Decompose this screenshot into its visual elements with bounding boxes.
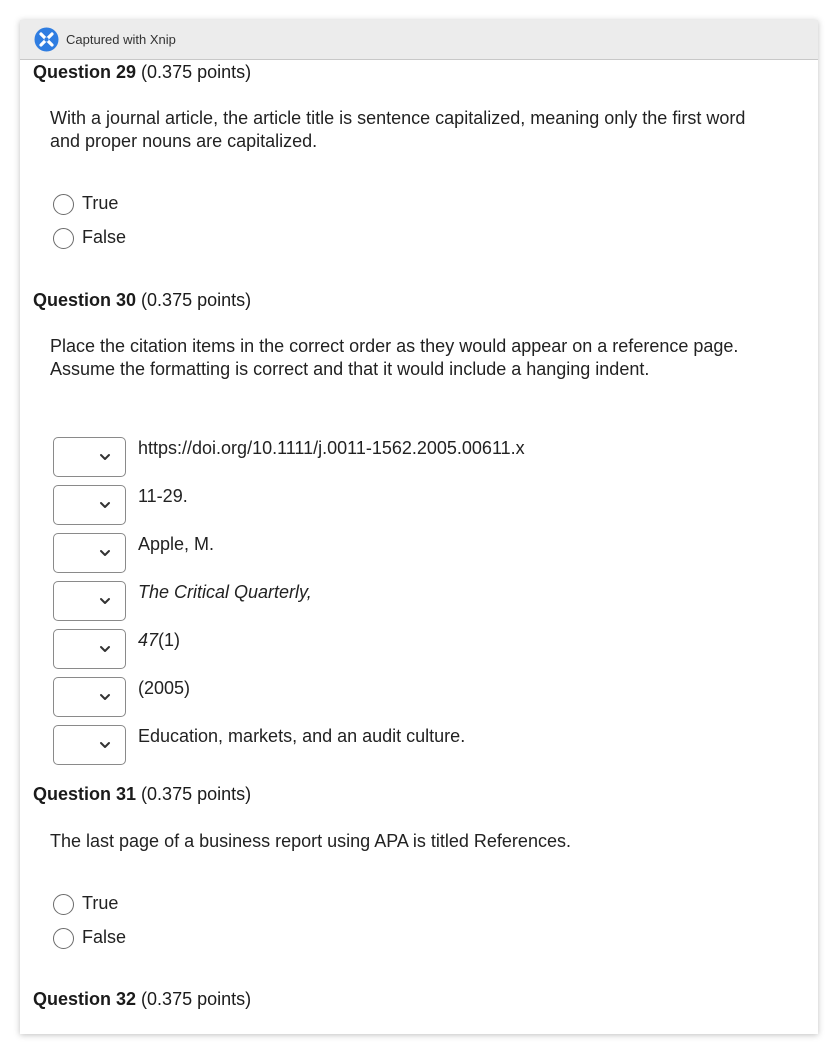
option-label: False bbox=[82, 227, 127, 247]
titlebar-caption: Captured with Xnip bbox=[66, 32, 176, 47]
question-32-points: (0.375 points) bbox=[141, 989, 252, 1009]
order-select[interactable] bbox=[53, 629, 126, 669]
order-select[interactable] bbox=[53, 581, 126, 621]
order-select[interactable] bbox=[53, 437, 126, 477]
question-30-text: Place the citation items in the correct order as they would appear on a reference page. Assume the formatting is correct and that it would include a hanging indent. bbox=[50, 336, 739, 379]
question-31-header bbox=[33, 784, 251, 805]
chevron-down-icon bbox=[99, 547, 111, 559]
question-29-text: With a journal article, the article title is sentence capitalized, meaning only the first word and proper nouns are capitalized. bbox=[50, 108, 746, 151]
chevron-down-icon bbox=[99, 643, 111, 655]
issue-number: (1) bbox=[158, 630, 181, 650]
question-31-title: Question 31 bbox=[33, 784, 137, 804]
order-select[interactable] bbox=[53, 485, 126, 525]
radio-button[interactable] bbox=[53, 928, 74, 949]
question-32-header bbox=[33, 989, 251, 1010]
citation-item: 11-29. bbox=[138, 486, 188, 506]
capture-window bbox=[20, 20, 818, 1034]
question-32-title: Question 32 bbox=[33, 989, 137, 1009]
xnip-logo-icon bbox=[34, 27, 59, 52]
question-30-header bbox=[33, 290, 251, 311]
quiz-content bbox=[20, 60, 818, 1034]
option-label: False bbox=[82, 927, 127, 947]
order-select[interactable] bbox=[53, 533, 126, 573]
question-31-points: (0.375 points) bbox=[141, 784, 252, 804]
radio-button[interactable] bbox=[53, 894, 74, 915]
chevron-down-icon bbox=[99, 595, 111, 607]
radio-button[interactable] bbox=[53, 194, 74, 215]
order-select[interactable] bbox=[53, 725, 126, 765]
question-30-points: (0.375 points) bbox=[141, 290, 252, 310]
order-select[interactable] bbox=[53, 677, 126, 717]
chevron-down-icon bbox=[99, 691, 111, 703]
citation-item: Education, markets, and an audit culture. bbox=[138, 726, 466, 746]
volume-number: 47 bbox=[138, 630, 159, 650]
option-label: True bbox=[82, 193, 119, 213]
question-31-text: The last page of a business report using APA is titled References. bbox=[50, 831, 571, 851]
citation-item: (2005) bbox=[138, 678, 191, 698]
chevron-down-icon bbox=[99, 739, 111, 751]
citation-item bbox=[138, 630, 180, 651]
citation-item: https://doi.org/10.1111/j.0011-1562.2005.00611.x bbox=[138, 438, 525, 458]
citation-item: Apple, M. bbox=[138, 534, 215, 554]
option-label: True bbox=[82, 893, 119, 913]
xnip-titlebar bbox=[20, 20, 818, 60]
question-29-points: (0.375 points) bbox=[141, 62, 252, 82]
citation-item: The Critical Quarterly, bbox=[138, 582, 312, 602]
chevron-down-icon bbox=[99, 499, 111, 511]
radio-button[interactable] bbox=[53, 228, 74, 249]
chevron-down-icon bbox=[99, 451, 111, 463]
question-29-title: Question 29 bbox=[33, 62, 137, 82]
question-30-title: Question 30 bbox=[33, 290, 137, 310]
question-29-header bbox=[33, 62, 251, 83]
